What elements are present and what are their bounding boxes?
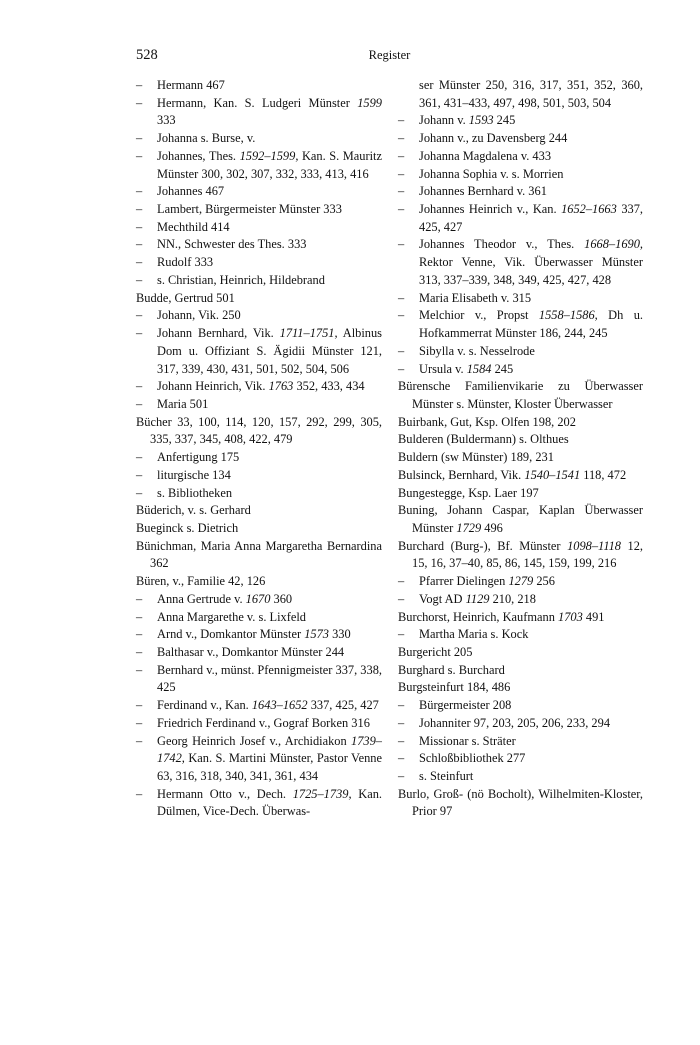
entry-year: 1129 [465,591,490,606]
index-entry [398,485,643,503]
entry-text: NN., Schwester des Thes. 333 [157,237,307,252]
entry-text: Bulderen (Buldermann) s. Olthues [398,432,569,447]
subentry-dash: – [398,769,405,784]
entry-text: Bernhard v., münst. Pfennigmeister 337, 338, 425 [157,662,382,695]
index-subentry [136,95,382,130]
entry-text: Pfarrer Dielingen [419,574,509,589]
index-subentry [398,290,643,308]
subentry-dash: – [398,237,405,252]
entry-text: Bueginck s. Dietrich [136,520,239,535]
entry-text: Bürgermeister 208 [419,698,512,713]
index-entry [136,414,382,449]
index-subentry [136,697,382,715]
subentry-dash: – [398,202,405,217]
index-subentry [398,591,643,609]
index-entry [398,538,643,573]
entry-text: Melchior v., Propst [419,308,539,323]
subentry-dash: – [136,733,143,748]
entry-year: 1584 [466,361,492,376]
entry-text: Ursula v. [419,361,467,376]
subentry-dash: – [398,184,405,199]
entry-year: 1593 [468,113,494,128]
entry-text: Johann v., zu Davensberg 244 [419,131,568,146]
index-subentry [136,485,382,503]
entry-text: Burlo, Groß- (nö Bocholt), Wilhelmiten-Kloster, Prior 97 [398,786,643,819]
index-subentry [136,609,382,627]
index-subentry [136,786,382,821]
entry-year: 1592–1599, [239,148,299,163]
entry-text: Johann Bernhard, Vik. [157,326,280,341]
subentry-dash: – [136,326,143,341]
subentry-dash: – [136,148,143,163]
index-subentry [398,361,643,379]
entry-text: 245 [493,113,516,128]
entry-text: Büderich, v. s. Gerhard [136,503,251,518]
index-entry [136,538,382,573]
index-subentry [398,750,643,768]
entry-text: Johanniter 97, 203, 205, 206, 233, 294 [419,715,611,730]
index-entry [398,431,643,449]
subentry-dash: – [398,591,405,606]
entry-text: 210, 218 [489,591,536,606]
entry-text: Bulsinck, Bernhard, Vik. [398,467,525,482]
entry-text: Johanna s. Burse, v. [157,131,256,146]
entry-text: Burchorst, Heinrich, Kaufmann [398,609,559,624]
index-subentry [398,201,643,236]
subentry-dash: – [136,78,143,92]
entry-text: Kan. S. Mauritz Münster 300, 302, 307, 332, 333, 413, 416 [157,148,382,181]
index-subentry [398,307,643,342]
index-entry [398,502,643,537]
subentry-dash: – [136,715,143,730]
entry-text: Friedrich Ferdinand v., Gograf Borken 316 [157,715,370,730]
entry-text: Schloßbibliothek 277 [419,751,526,766]
subentry-dash: – [136,308,143,323]
subentry-dash: – [398,113,405,128]
entry-text: Bungestegge, Ksp. Laer 197 [398,485,539,500]
index-subentry [136,272,382,290]
entry-text: Lambert, Bürgermeister Münster 333 [157,202,342,217]
entry-year: 1643–1652 [251,698,308,713]
subentry-dash: – [398,361,405,376]
index-entry [136,573,382,591]
entry-text: Budde, Gertrud 501 [136,290,235,305]
entry-text: Georg Heinrich Josef v., Archidiakon [157,733,352,748]
index-subentry [136,307,382,325]
subentry-dash: – [136,485,143,500]
subentry-dash: – [398,751,405,766]
index-entry-continuation [398,77,643,112]
subentry-dash: – [136,202,143,217]
index-entry [398,378,643,413]
index-subentry [136,644,382,662]
subentry-dash: – [136,255,143,270]
index-subentry [398,715,643,733]
entry-text: 352, 433, 434 [293,379,365,394]
entry-text: 118, 472 [580,467,627,482]
entry-text: Dh u. Hofkammerrat Münster 186, 244, 245 [419,308,643,341]
entry-text: 256 [533,574,555,589]
entry-text: Johannes Bernhard v. 361 [419,184,547,199]
entry-text: Johannes, Thes. [157,148,240,163]
entry-text: 12, 15, 16, 37–40, 85, 86, 145, 159, 199, 216 [412,538,644,571]
entry-text: Arnd v., Domkantor Münster [157,627,305,642]
subentry-dash: – [398,627,405,642]
subentry-dash: – [136,591,143,606]
subentry-dash: – [136,219,143,234]
page-header [136,47,643,67]
index-subentry [136,626,382,644]
entry-text: Burchard (Burg-), Bf. Münster [398,538,568,553]
index-entry [398,449,643,467]
entry-year: 1711–1751, [279,326,338,341]
entry-text: Maria 501 [157,396,209,411]
index-subentry [136,733,382,786]
entry-year: 1763 [268,379,294,394]
subentry-dash: – [136,379,143,394]
subentry-dash: – [136,237,143,252]
index-entry [398,467,643,485]
index-subentry [136,254,382,272]
entry-text: Mechthild 414 [157,219,230,234]
subentry-dash: – [398,343,405,358]
index-subentry [398,626,643,644]
entry-text: Anna Margarethe v. s. Lixfeld [157,609,306,624]
entry-text: Rudolf 333 [157,255,214,270]
index-subentry [136,130,382,148]
index-subentry [398,697,643,715]
entry-text: Johann v. [419,113,469,128]
index-subentry [136,467,382,485]
entry-text: Hermann 467 [157,78,225,92]
subentry-dash: – [398,715,405,730]
index-subentry [136,201,382,219]
subentry-dash: – [136,698,143,713]
subentry-dash: – [398,148,405,163]
index-subentry [136,219,382,237]
entry-text: 360 [270,591,293,606]
entry-text: Vogt AD [419,591,466,606]
index-subentry [136,449,382,467]
entry-text: s. Steinfurt [419,769,474,784]
index-subentry [136,715,382,733]
entry-text: Johanna Magdalena v. 433 [419,148,552,163]
entry-text: Burgericht 205 [398,645,473,659]
entry-text: Bücher 33, 100, 114, 120, 157, 292, 299, 305, 335, 337, 345, 408, 422, 479 [136,414,382,447]
entry-text: Johannes Theodor v., Thes. [419,237,585,252]
entry-text: s. Bibliotheken [157,485,233,500]
entry-text: 491 [582,609,605,624]
subentry-dash: – [136,662,143,677]
index-entry [398,786,643,821]
index-subentry [136,591,382,609]
entry-text: Ferdinand v., Kan. [157,698,252,713]
entry-text: 496 [481,520,503,535]
entry-text: Buldern (sw Münster) 189, 231 [398,450,554,465]
entry-text: Balthasar v., Domkantor Münster 244 [157,645,345,659]
page-number: 528 [136,47,158,63]
index-column-left [136,77,382,821]
entry-text: Johann Heinrich, Vik. [157,379,269,394]
index-subentry [398,733,643,751]
index-subentry [398,768,643,786]
subentry-dash: – [136,627,143,642]
entry-text: Sibylla v. s. Nesselrode [419,343,535,358]
index-entry [398,609,643,627]
index-entry [136,290,382,308]
index-subentry [136,236,382,254]
entry-text: Johannes 467 [157,184,225,199]
subentry-dash: – [136,786,143,801]
subentry-dash: – [136,131,143,146]
index-subentry [136,662,382,697]
entry-text: ser Münster 250, 316, 317, 351, 352, 360, 361, 431–433, 497, 498, 501, 503, 504 [419,78,643,110]
index-subentry [398,130,643,148]
entry-text: Hermann Otto v., Dech. [157,786,293,801]
index-subentry [136,148,382,183]
entry-text: Büren, v., Familie 42, 126 [136,574,266,589]
index-entry [398,644,643,662]
entry-text: Buning, Johann Caspar, Kaplan Überwasser Münster [398,503,643,535]
entry-text: 330 [328,627,351,642]
entry-text: Hermann, Kan. S. Ludgeri Münster [157,95,358,110]
entry-year: 1729 [456,520,482,535]
index-subentry [136,396,382,414]
subentry-dash: – [398,308,405,323]
index-subentry [136,183,382,201]
subentry-dash: – [136,184,143,199]
subentry-dash: – [136,95,143,110]
entry-text: 245 [491,361,514,376]
index-subentry [136,378,382,396]
subentry-dash: – [136,272,143,287]
entry-text: Anna Gertrude v. [157,591,246,606]
subentry-dash: – [136,645,143,659]
entry-text: Albinus Dom u. Offiziant S. Ägidii Münster 121, 317, 339, 430, 431, 501, 502, 504, 506 [157,326,383,376]
running-head: Register [368,48,411,62]
subentry-dash: – [398,574,405,589]
entry-text: liturgische 134 [157,467,231,482]
entry-text: 333 [157,113,176,128]
entry-text: Kan. Dülmen, Vice-Dech. Überwas- [157,786,382,819]
subentry-dash: – [136,450,143,465]
entry-text: Burghard s. Burchard [398,662,505,677]
entry-text: Buirbank, Gut, Ksp. Olfen 198, 202 [398,414,576,429]
entry-year: 1098–1118 [567,538,621,553]
index-subentry [136,325,382,378]
index-entry [136,502,382,520]
subentry-dash: – [136,609,143,624]
entry-text: Bünichman, Maria Anna Margaretha Bernardina 362 [136,538,382,571]
entry-year: 1540–1541 [524,467,581,482]
entry-text: Rektor Venne, Vik. Überwasser Münster 313, 337–339, 348, 349, 425, 427, 428 [419,255,643,287]
entry-year: 1668–1690, [584,237,643,252]
entry-text: Martha Maria s. Kock [419,627,529,642]
index-entry [398,414,643,432]
index-entry [398,679,643,697]
subentry-dash: – [398,733,405,748]
entry-text: Burgsteinfurt 184, 486 [398,680,511,695]
entry-year: 1279 [508,574,534,589]
entry-text: Missionar s. Sträter [419,733,516,748]
index-subentry [398,112,643,130]
entry-text: Kan. S. Martini Münster, Pastor Venne 63, 316, 318, 340, 341, 361, 434 [157,751,382,784]
entry-year: 1739–1742, [157,733,382,766]
entry-text: Anfertigung 175 [157,450,240,465]
index-subentry [398,343,643,361]
index-column-right [398,77,643,821]
index-entry [136,520,382,538]
subentry-dash: – [398,131,405,146]
entry-text: 337, 425, 427 [419,202,643,234]
index-entry [398,662,643,680]
subentry-dash: – [398,290,405,305]
entry-year: 1725–1739, [292,786,352,801]
entry-text: Johann, Vik. 250 [157,308,241,323]
entry-year: 1599 [357,95,382,110]
entry-text: Maria Elisabeth v. 315 [419,290,532,305]
entry-year: 1558–1586, [538,308,598,323]
index-subentry [136,77,382,95]
entry-year: 1670 [245,591,271,606]
entry-text: Johannes Heinrich v., Kan. [419,202,562,217]
index-subentry [398,236,643,289]
subentry-dash: – [398,698,405,713]
entry-text: s. Christian, Heinrich, Hildebrand [157,272,325,287]
index-subentry [398,166,643,184]
subentry-dash: – [136,396,143,411]
index-subentry [398,573,643,591]
subentry-dash: – [398,166,405,181]
entry-year: 1573 [304,627,329,642]
entry-text: Johanna Sophia v. s. Morrien [419,166,564,181]
entry-text: Bürensche Familienvikarie zu Überwasser Münster s. Münster, Kloster Überwasser [398,379,643,411]
entry-year: 1652–1663 [561,202,617,217]
entry-text: 337, 425, 427 [307,698,379,713]
index-subentry [398,148,643,166]
subentry-dash: – [136,467,143,482]
index-subentry [398,183,643,201]
entry-year: 1703 [558,609,583,624]
